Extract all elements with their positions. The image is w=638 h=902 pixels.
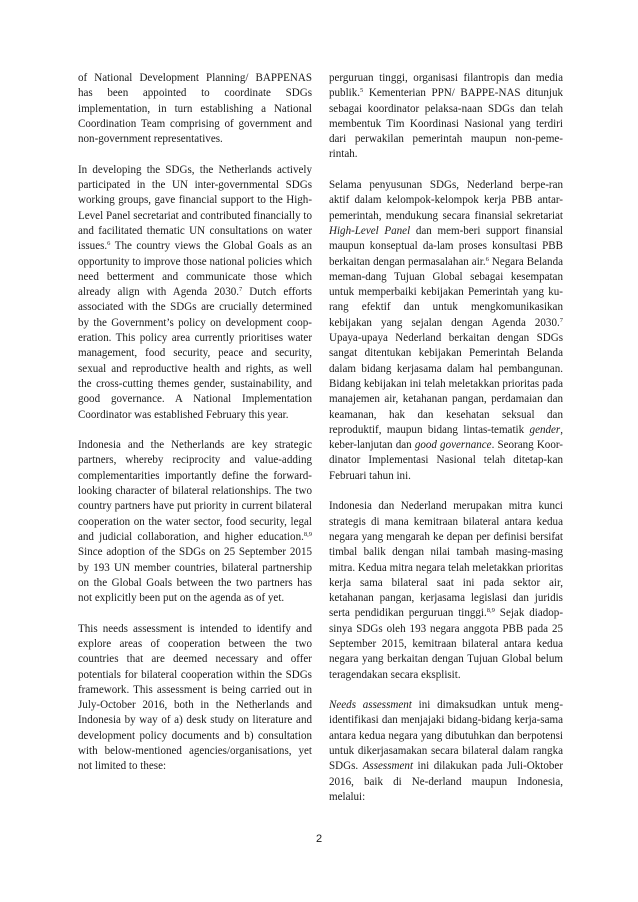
footnote-marker: 7: [239, 286, 243, 294]
page-number: 2: [315, 833, 323, 845]
text-run: . Seorang Koor-dinator Implementasi Nasional telah ditetap-kan Februari tahun ini.: [329, 439, 563, 482]
text-run: Upaya-upaya Nederland berkaitan dengan SDGs sangat ditentukan kebijakan Pemerintah Belanda dalam bidang kerjasama dalam hal pembangunan. Bidang kebijakan ini telah meletakkan prioritas pada manajemen air, ketahanan pangan, perdamaian dan keamanan, hak dan kesehatan seksual dan reproduktif, maupun bidang lintas-tematik: [329, 332, 563, 436]
italic-term: High-Level Panel: [329, 224, 411, 237]
footnote-marker: 5: [360, 87, 364, 95]
paragraph-en-1: [78, 71, 312, 147]
paragraph-id-3: [329, 499, 563, 683]
text-run: , keber-lanjutan dan: [329, 423, 563, 452]
text-run: ini dimaksudkan untuk meng-identifikasi dan menjajaki bidang-bidang kerja-sama antara kedua negara yang dibutuhkan dan berpotensi untuk dikerjasamakan secara bilateral dalam rangka SDGs.: [329, 699, 563, 773]
text-run: Indonesia and the Netherlands are key strategic partners, whereby reciprocity and value-adding complementarities importantly define the forward-looking character of bilateral relationships. The two country partners have put priority in current bilateral cooperation on the water sector, food security, legal and judicial collaboration, and higher education.: [78, 439, 312, 543]
text-run: The country views the Global Goals as an opportunity to improve those national policies which need betterment and communicate those which already align with Agenda 2030.: [78, 240, 312, 299]
italic-term: good governance: [414, 439, 492, 452]
paragraph-en-2: [78, 163, 312, 423]
english-column: [78, 71, 312, 775]
footnote-marker: 7: [559, 316, 563, 324]
paragraph-id-2: [329, 178, 563, 484]
italic-term: Needs assessment: [329, 699, 412, 712]
indonesian-column: [329, 71, 563, 805]
text-run: Dutch efforts associated with the SDGs are crucially determined by the Government’s policy on development coop-eration. This policy area currently prioritises water management, food security, peace and security, sexual and reproductive health and rights, as well the cross-cutting themes gender, sustainability, and good governance. A National Implementation Coordinator was established February this year.: [78, 286, 312, 421]
text-run: perguruan tinggi, organisasi filantropis dan media publik.: [329, 72, 563, 100]
italic-term: gender: [529, 423, 561, 436]
italic-term: Assessment: [362, 760, 414, 773]
text-run: Indonesia dan Nederland merupakan mitra kunci strategis di mana kemitraan bilateral antara kedua negara yang mengarah ke depan per definisi bersifat timbal balik dengan nilai tambah masing-masing mitra. Kedua mitra negara telah meletakkan prioritas kerja sama bilateral saat ini pada sektor air, ketahanan pangan, kerjasama legislasi dan juridis serta pendidikan perguruan tinggi.: [329, 500, 563, 620]
paragraph-en-4: [78, 622, 312, 775]
text-run: Sejak diadop-sinya SDGs oleh 193 negara anggota PBB pada 25 September 2015, kemitraan bilateral antara kedua negara yang berkaitan dengan Tujuan Global belum teragendakan secara eksplisit.: [329, 607, 563, 681]
footnote-marker: 8,9: [486, 607, 495, 615]
paragraph-id-4: [329, 698, 563, 805]
text-run: Negara Belanda meman-dang Tujuan Global sebagai kesempatan untuk memperbaiki kebijakan Pemerintah yang ku-rang efektif dan untuk mengkomunikasikan kebijakan yang sejalan dengan Agenda 2030.: [329, 255, 563, 329]
text-run: Selama penyusunan SDGs, Nederland berpe-ran aktif dalam kelompok-kelompok kerja PBB antar-pemerintah, mendukung secara finansial sekretariat: [329, 179, 563, 222]
paragraph-id-1: [329, 71, 563, 163]
paragraph-en-3: [78, 438, 312, 606]
text-run: Kementerian PPN/ BAPPE-NAS ditunjuk sebagai koordinator pelaksa-naan SDGs dan telah membentuk Tim Koordinasi Nasional yang terdiri dari perwakilan pemerintah maupun non-peme-rintah.: [329, 87, 563, 161]
text-run: Since adoption of the SDGs on 25 September 2015 by 193 UN member countries, bilateral partnership on the Global Goals between the two partners has not explicitly been put on the agenda as of yet.: [78, 546, 312, 605]
text-run: of National Development Planning/ BAPPENAS has been appointed to coordinate SDGs implementation, in turn establishing a National Coordination Team comprising of government and non-government representatives.: [78, 72, 312, 146]
footnote-marker: 8,9: [303, 530, 312, 538]
footnote-marker: 6: [107, 240, 111, 248]
text-run: ini dilakukan pada Juli-Oktober 2016, baik di Ne-derland maupun Indonesia, melalui:: [329, 760, 564, 803]
text-run: dan mem-beri support finansial maupun konseptual da-lam proses konsultasi PBB berkaitan dengan permasalahan air.: [329, 224, 563, 268]
text-run: In developing the SDGs, the Netherlands actively participated in the UN inter-governmental SDGs working groups, gave financial support to the High-Level Panel secretariat and contributed financially to and facilitated thematic UN consultations on water issues.: [78, 163, 312, 253]
text-run: This needs assessment is intended to identify and explore areas of cooperation between the two countries that are deemed necessary and offer potentials for bilateral cooperation within the SDGs framework. This assessment is being carried out in July-October 2016, both in the Netherlands and Indonesia by way of a) desk study on literature and development policy documents and b) consultation with below-mentioned agencies/organisations, yet not limited to these:: [78, 622, 312, 773]
footnote-marker: 6: [485, 255, 489, 263]
